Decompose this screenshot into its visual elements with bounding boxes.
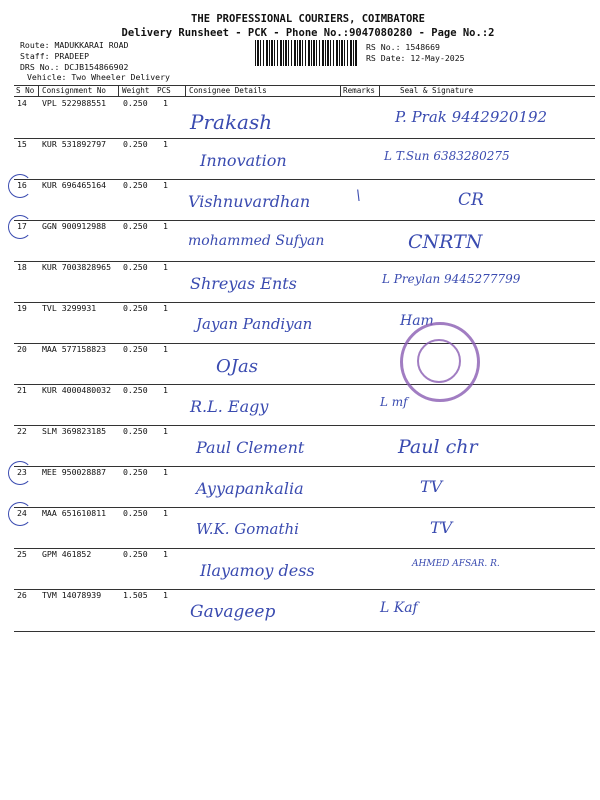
cell-pcs: 1 — [163, 467, 168, 477]
drs-number: DRS No.: DCJB154866902 — [20, 62, 129, 72]
cell-weight: 0.250 — [123, 385, 148, 395]
cell-sno: 25 — [17, 549, 27, 559]
col-header-sno: S No — [16, 86, 35, 95]
handwritten-consignee: Gavageep — [190, 602, 276, 622]
cell-pcs: 1 — [163, 98, 168, 108]
handwritten-signature: L Preylan 9445277799 — [382, 272, 521, 286]
col-header-weight: Weight — [122, 86, 150, 95]
cell-consignment-no: TVM 14078939 — [42, 590, 102, 600]
cell-consignment-no: MAA 651610811 — [42, 508, 107, 518]
cell-weight: 0.250 — [123, 180, 148, 190]
handwritten-consignee: Jayan Pandiyan — [196, 315, 313, 333]
cell-sno: 21 — [17, 385, 27, 395]
cell-pcs: 1 — [163, 344, 168, 354]
handwritten-signature: L mf — [380, 395, 408, 409]
handwritten-consignee: W.K. Gomathi — [196, 520, 299, 538]
cell-weight: 0.250 — [123, 508, 148, 518]
cell-sno: 15 — [17, 139, 27, 149]
cell-consignment-no: KUR 4000480032 — [42, 385, 112, 395]
handwritten-signature: L T.Sun 6383280275 — [384, 149, 510, 163]
row-separator — [14, 631, 595, 632]
col-divider — [118, 85, 119, 96]
col-header-remarks: Remarks — [343, 86, 376, 95]
handwritten-consignee: Ilayamoy dess — [200, 561, 315, 580]
cell-pcs: 1 — [163, 385, 168, 395]
row-separator — [14, 302, 595, 303]
cell-sno: 20 — [17, 344, 27, 354]
handwritten-consignee: OJas — [216, 356, 258, 377]
handwritten-consignee: Innovation — [200, 151, 287, 170]
cell-weight: 0.250 — [123, 221, 148, 231]
cell-weight: 0.250 — [123, 262, 148, 272]
cell-pcs: 1 — [163, 262, 168, 272]
sno-circle-mark — [8, 461, 32, 485]
handwritten-consignee: mohammed Sufyan — [188, 233, 325, 249]
handwritten-signature: Paul chr — [398, 436, 478, 458]
cell-weight: 0.250 — [123, 426, 148, 436]
cell-sno: 14 — [17, 98, 27, 108]
rs-date: RS Date: 12-May-2025 — [366, 53, 465, 63]
col-header-pcs: PCS — [157, 86, 171, 95]
cell-consignment-no: SLM 369823185 — [42, 426, 107, 436]
cell-weight: 0.250 — [123, 344, 148, 354]
handwritten-consignee: Shreyas Ents — [190, 274, 297, 293]
row-separator — [14, 548, 595, 549]
cell-pcs: 1 — [163, 549, 168, 559]
vehicle: Vehicle: Two Wheeler Delivery — [27, 72, 170, 82]
cell-sno: 22 — [17, 426, 27, 436]
sno-circle-mark — [8, 174, 32, 198]
cell-consignment-no: MEE 950028887 — [42, 467, 107, 477]
route: Route: MADUKKARAI ROAD — [20, 40, 129, 50]
sno-circle-mark — [8, 215, 32, 239]
staff: Staff: PRADEEP — [20, 51, 90, 61]
cell-consignment-no: KUR 531892797 — [42, 139, 107, 149]
handwritten-consignee: Vishnuvardhan — [188, 192, 311, 211]
cell-consignment-no: TVL 3299931 — [42, 303, 97, 313]
cell-sno: 26 — [17, 590, 27, 600]
handwritten-signature: P. Prak 9442920192 — [395, 108, 548, 126]
col-divider — [379, 85, 380, 96]
cell-weight: 0.250 — [123, 549, 148, 559]
col-header-consignee: Consignee Details — [189, 86, 267, 95]
cell-weight: 0.250 — [123, 139, 148, 149]
sno-circle-mark — [8, 502, 32, 526]
col-divider — [340, 85, 341, 96]
handwritten-signature: AHMED AFSAR. R. — [412, 559, 500, 569]
cell-consignment-no: KUR 7003828965 — [42, 262, 112, 272]
cell-consignment-no: GPM 461852 — [42, 549, 92, 559]
cell-pcs: 1 — [163, 590, 168, 600]
handwritten-remark: \ — [356, 188, 361, 204]
handwritten-signature: TV — [430, 518, 453, 537]
cell-weight: 0.250 — [123, 467, 148, 477]
cell-pcs: 1 — [163, 221, 168, 231]
handwritten-consignee: Prakash — [190, 110, 273, 134]
barcode — [255, 40, 358, 66]
handwritten-signature: Ham — [400, 313, 434, 329]
cell-pcs: 1 — [163, 180, 168, 190]
header-bottom-rule — [14, 96, 595, 97]
cell-consignment-no: VPL 522988551 — [42, 98, 107, 108]
cell-pcs: 1 — [163, 508, 168, 518]
handwritten-signature: CR — [458, 190, 484, 210]
company-seal-stamp — [400, 322, 480, 402]
handwritten-consignee: Ayyapankalia — [196, 479, 304, 498]
handwritten-consignee: Paul Clement — [196, 438, 305, 457]
cell-sno: 19 — [17, 303, 27, 313]
rs-number: RS No.: 1548669 — [366, 42, 440, 52]
cell-weight: 0.250 — [123, 98, 148, 108]
handwritten-signature: CNRTN — [408, 231, 483, 253]
cell-sno: 16 — [17, 180, 27, 190]
cell-pcs: 1 — [163, 303, 168, 313]
cell-weight: 1.505 — [123, 590, 148, 600]
cell-weight: 0.250 — [123, 303, 148, 313]
col-header-consignment: Consignment No — [42, 86, 107, 95]
cell-sno: 24 — [17, 508, 27, 518]
cell-sno: 23 — [17, 467, 27, 477]
cell-consignment-no: GGN 900912988 — [42, 221, 107, 231]
col-divider — [38, 85, 39, 96]
cell-consignment-no: KUR 696465164 — [42, 180, 107, 190]
company-title: THE PROFESSIONAL COURIERS, COIMBATORE — [191, 13, 425, 25]
handwritten-signature: L Kaf — [380, 600, 418, 616]
col-header-signature: Seal & Signature — [400, 86, 474, 95]
cell-sno: 18 — [17, 262, 27, 272]
cell-sno: 17 — [17, 221, 27, 231]
col-divider — [185, 85, 186, 96]
cell-pcs: 1 — [163, 426, 168, 436]
handwritten-consignee: R.L. Eagy — [190, 397, 269, 416]
handwritten-signature: TV — [420, 477, 443, 496]
runsheet-subtitle: Delivery Runsheet - PCK - Phone No.:9047080280 - Page No.:2 — [121, 27, 495, 39]
cell-pcs: 1 — [163, 139, 168, 149]
cell-consignment-no: MAA 577158823 — [42, 344, 107, 354]
